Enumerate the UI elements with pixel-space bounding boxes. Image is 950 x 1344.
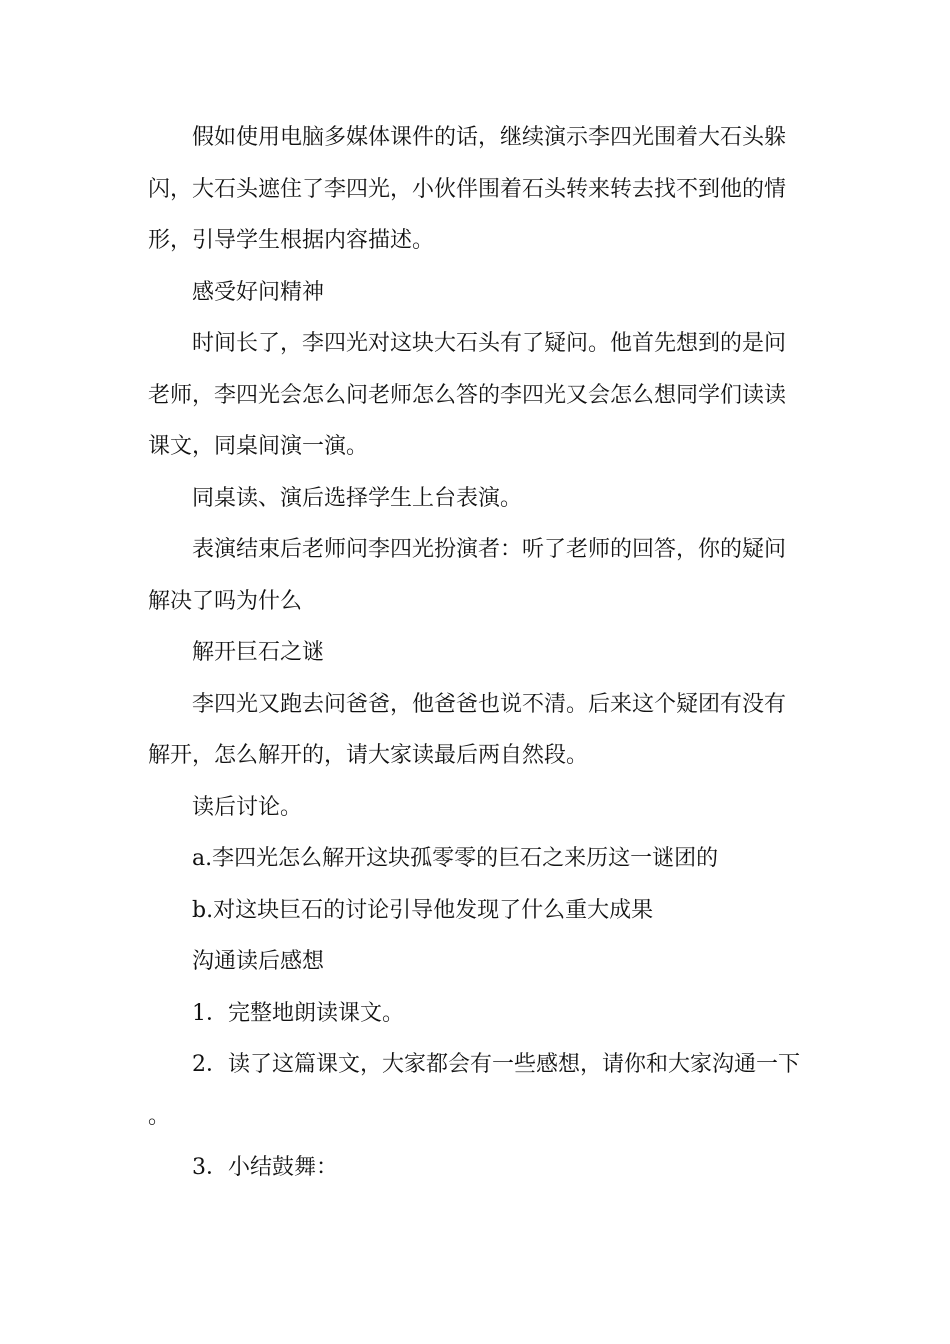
section-heading-curiosity: 感受好问精神 [192,279,325,305]
section-heading-mystery: 解开巨石之谜 [192,640,325,665]
section-heading-reflection: 沟通读后感想 [192,949,325,974]
discussion-question-a: a.李四光怎么解开这块孤零零的巨石之来历这一谜团的 [192,846,719,871]
discussion-question-b: b.对这块巨石的讨论引导他发现了什么重大成果 [192,897,654,923]
list-item-1: 1．完整地朗读课文。 [192,1000,404,1026]
list-item-2: 2．读了这篇课文，大家都会有一些感想，请你和大家沟通一下。 [148,1052,800,1129]
paragraph-doubt-question: 时间长了，李四光对这块大石头有了疑问。他首先想到的是问老师，李四光会怎么问老师怎么答的李四光又会怎么想同学们读读课文，同桌间演一演。 [148,331,787,459]
paragraph-discussion: 读后讨论。 [192,794,303,820]
document-body [148,112,800,1194]
paragraph-demo-courseware: 假如使用电脑多媒体课件的话，继续演示李四光围着大石头躲闪，大石头遮住了李四光，小伙伴围着石头转来转去找不到他的情形，引导学生根据内容描述。 [148,125,787,253]
paragraph-peer-performance: 同桌读、演后选择学生上台表演。 [192,485,523,511]
paragraph-teacher-question: 表演结束后老师问李四光扮演者：听了老师的回答，你的疑问解决了吗为什么 [148,537,787,614]
paragraph-ask-father: 李四光又跑去问爸爸，他爸爸也说不清。后来这个疑团有没有解开，怎么解开的，请大家读最后两自然段。 [148,691,787,768]
list-item-3: 3．小结鼓舞： [192,1155,338,1180]
